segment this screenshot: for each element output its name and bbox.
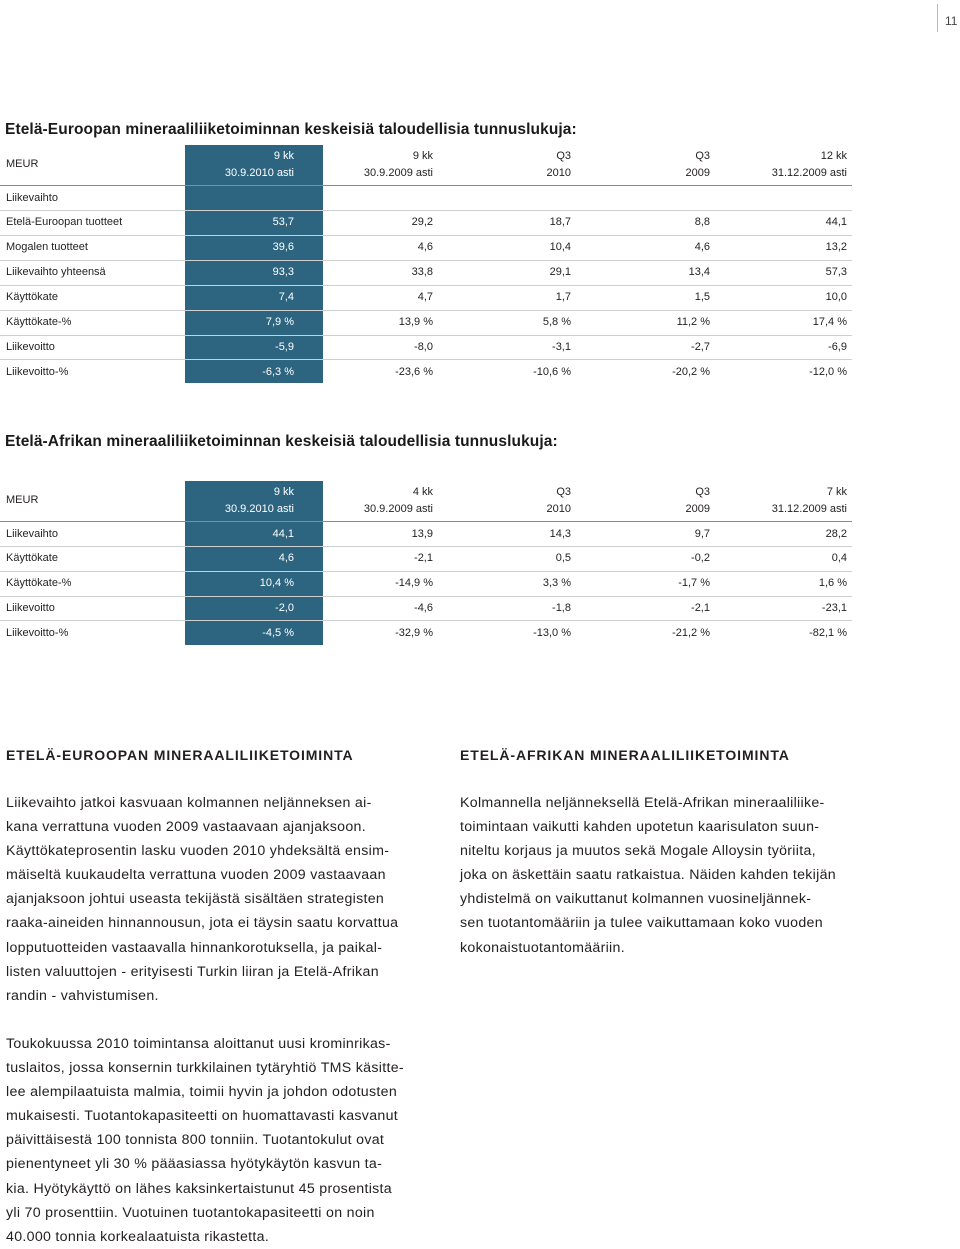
text-line: yhdistelmä on vaikuttanut kolmannen vuosineljännek-: [460, 891, 812, 908]
table2-cell: 1,6 %: [818, 577, 847, 589]
table2-cell: -0,2: [691, 552, 710, 564]
table1-cell: 1,7: [555, 291, 571, 303]
table2-header-4-line1: Q3: [695, 486, 710, 498]
table1-unit: MEUR: [6, 158, 39, 170]
table1-row-divider: [0, 335, 852, 336]
table2-cell: -2,0: [275, 602, 294, 614]
table2-header-2-line1: 4 kk: [412, 486, 433, 498]
table2-cell: 28,2: [825, 528, 847, 540]
table2-cell: 0,5: [555, 552, 571, 564]
table2-cell: 10,4 %: [259, 577, 294, 589]
text-line: Liikevaihto jatkoi kasvuaan kolmannen neljänneksen ai-: [6, 795, 372, 811]
table1-cell: 5,8 %: [542, 316, 571, 328]
table1-cell: 7,4: [278, 291, 294, 303]
text-line: lee alempilaatuista malmia, toimii hyvin ja johdon odotusten: [6, 1084, 398, 1101]
table1-cell: 1,5: [694, 291, 710, 303]
table1-row-divider: [0, 285, 852, 286]
table2-cell: -2,1: [414, 552, 433, 564]
table2-row-label: Käyttökate: [6, 552, 58, 564]
table2-cell: 3,3 %: [542, 577, 571, 589]
text-line: Toukokuussa 2010 toimintansa aloittanut uusi krominrikas-: [6, 1036, 391, 1052]
table2-cell: -2,1: [691, 602, 710, 614]
table2-cell: -32,9 %: [395, 627, 433, 639]
table1-cell: 10,0: [825, 291, 847, 303]
text-line: kokonaistuotantomääriin.: [460, 939, 625, 956]
table1-row-divider: [0, 359, 852, 360]
table1-cell: 18,7: [549, 216, 571, 228]
table1-row-divider: [0, 260, 852, 261]
text-line: 40.000 tonnia korkealaatuista rikastetta.: [6, 1228, 270, 1245]
table1-cell: -23,6 %: [395, 366, 433, 378]
table1-row-label: Mogalen tuotteet: [6, 241, 88, 253]
text-line: yli 70 prosenttiin. Vuotuinen tuotantokapasiteetti on noin: [6, 1204, 375, 1221]
table1-cell: -5,9: [275, 341, 294, 353]
table1-row-divider: [0, 235, 852, 236]
table1-header-3-line1: Q3: [556, 150, 571, 162]
table2-cell: -13,0 %: [533, 627, 571, 639]
table2-row-label: Liikevoitto: [6, 602, 55, 614]
table1-cell: -2,7: [691, 341, 710, 353]
table1-cell: -6,3 %: [262, 366, 294, 378]
table2-header-2-line2: 30.9.2009 asti: [363, 503, 433, 515]
table2-row-divider: [0, 571, 852, 572]
table1-header-4-line2: 2009: [685, 167, 710, 179]
table1-row-label: Liikevaihto: [6, 192, 58, 204]
table1-cell: -12,0 %: [809, 366, 847, 378]
table1-cell: -10,6 %: [533, 366, 571, 378]
table1-cell: 4,6: [417, 241, 433, 253]
table1-header-1-line1: 9 kk: [273, 150, 294, 162]
table2-cell: -82,1 %: [809, 627, 847, 639]
table1-header-4-line1: Q3: [695, 150, 710, 162]
table1-cell: 29,1: [549, 266, 571, 278]
table2-header-4-line2: 2009: [685, 503, 710, 515]
table2-header-1-line1: 9 kk: [273, 486, 294, 498]
table2-cell: 9,7: [694, 528, 710, 540]
table2-cell: -1,8: [552, 602, 571, 614]
text-line: lopputuotteiden vastaavalla hinnankorotuksella, ja paikal-: [6, 939, 383, 956]
table2-cell: -4,6: [414, 602, 433, 614]
table1-cell: 53,7: [272, 216, 294, 228]
text-line: tuslaitos, jossa konsernin turkkilainen tytäryhtiö TMS käsitte-: [6, 1060, 404, 1077]
text-line: kana verrattuna vuoden 2009 vastaavaan ajanjaksoon.: [6, 819, 366, 836]
table1-row-divider: [0, 310, 852, 311]
table1-header-2-line2: 30.9.2009 asti: [363, 167, 433, 179]
table1-cell: 17,4 %: [812, 316, 847, 328]
table1-cell: 8,8: [694, 216, 710, 228]
table2-cell: 44,1: [272, 528, 294, 540]
table2-cell: 0,4: [831, 552, 847, 564]
text-line: joka on äskettäin saatu ratkaistua. Näiden kahden tekijän: [460, 867, 836, 884]
page-number: 11: [937, 4, 960, 32]
table1-header-3-line2: 2010: [546, 167, 571, 179]
table1-cell: 4,7: [417, 291, 433, 303]
text-line: kia. Hyötykäyttö on lähes kaksinkertaistunut 45 prosentista: [6, 1180, 392, 1197]
left-column-text: [6, 791, 398, 1008]
table1-cell: 13,4: [688, 266, 710, 278]
right-column-heading: ETELÄ-AFRIKAN MINERAALILIIKETOIMINTA: [460, 747, 790, 763]
table1-header-2-line1: 9 kk: [412, 150, 433, 162]
text-line: pienentyneet yli 30 % pääasiassa hyötykäytön kasvun ta-: [6, 1156, 383, 1173]
table2-title: Etelä-Afrikan mineraaliliiketoiminnan keskeisiä taloudellisia tunnuslukuja:: [5, 433, 558, 450]
table1-header-5-line2: 31.12.2009 asti: [771, 167, 847, 179]
table2-header-1-line2: 30.9.2010 asti: [224, 503, 294, 515]
table2-row-label: Käyttökate-%: [6, 577, 72, 589]
table1-cell: 33,8: [411, 266, 433, 278]
table1-cell: 57,3: [825, 266, 847, 278]
table1-row-label: Liikevoitto-%: [6, 366, 69, 378]
table2-row-label: Liikevoitto-%: [6, 627, 69, 639]
left-column-heading: ETELÄ-EUROOPAN MINERAALILIIKETOIMINTA: [6, 747, 354, 763]
table2-header-3-line1: Q3: [556, 486, 571, 498]
table1-cell: -8,0: [414, 341, 433, 353]
table1-cell: -20,2 %: [672, 366, 710, 378]
text-line: sen tuotantomääriin ja tulee vaikuttamaan koko vuoden: [460, 915, 823, 932]
table2-unit: MEUR: [6, 494, 39, 506]
table2-header-3-line2: 2010: [546, 503, 571, 515]
table1-cell: -6,9: [828, 341, 847, 353]
table1-header-1-line2: 30.9.2010 asti: [224, 167, 294, 179]
text-line: Käyttökateprosentin lasku vuoden 2010 yhdeksältä ensim-: [6, 843, 390, 860]
table1-header-5-line1: 12 kk: [820, 150, 847, 162]
table2-header-5-line1: 7 kk: [826, 486, 847, 498]
table1-cell: 93,3: [272, 266, 294, 278]
table1-cell: 44,1: [825, 216, 847, 228]
table1-cell: 13,2: [825, 241, 847, 253]
text-line: päivittäisestä 100 tonnista 800 tonniin. Tuotantokulut ovat: [6, 1132, 385, 1149]
table2-row-divider: [0, 620, 852, 621]
table1-cell: 7,9 %: [265, 316, 294, 328]
table2-cell: -14,9 %: [395, 577, 433, 589]
text-line: niteltu korjaus ja muutos sekä Mogale Alloysin työriita,: [460, 843, 816, 860]
bottom-paragraph: [6, 1032, 404, 1249]
table2-row-label: Liikevaihto: [6, 528, 58, 540]
table1-row-label: Käyttökate-%: [6, 316, 72, 328]
table1-cell: 4,6: [694, 241, 710, 253]
text-line: raaka-aineiden hinnannousun, jota ei täysin saatu korvattua: [6, 915, 399, 932]
text-line: ajanjaksoon johtui useasta tekijästä sisältäen strategisten: [6, 891, 385, 908]
table2-row-divider: [0, 546, 852, 547]
table1-cell: -3,1: [552, 341, 571, 353]
table2-cell: -21,2 %: [672, 627, 710, 639]
table1-cell: 10,4: [549, 241, 571, 253]
table1-row-divider: [0, 210, 852, 211]
text-line: Kolmannella neljänneksellä Etelä-Afrikan mineraaliliike-: [460, 795, 825, 811]
table1-cell: 11,2 %: [676, 316, 710, 328]
table2-row-divider: [0, 596, 852, 597]
table1-row-label: Liikevoitto: [6, 341, 55, 353]
table1-title: Etelä-Euroopan mineraaliliiketoiminnan keskeisiä taloudellisia tunnuslukuja:: [5, 121, 577, 138]
text-line: randin - vahvistumisen.: [6, 987, 159, 1004]
table1-cell: 29,2: [411, 216, 433, 228]
table2-cell: -1,7 %: [678, 577, 710, 589]
text-line: toimintaan vaikutti kahden upotetun kaarisulaton suun-: [460, 819, 820, 836]
text-line: mukaisesti. Tuotantokapasiteetti on huomattavasti kasvanut: [6, 1108, 399, 1125]
text-line: listen valuuttojen - erityisesti Turkin liiran ja Etelä-Afrikan: [6, 963, 379, 980]
text-line: mäiseltä kuukaudelta verrattuna vuoden 2009 vastaavaan: [6, 867, 386, 884]
table1-row-label: Etelä-Euroopan tuotteet: [6, 216, 123, 228]
table2-cell: 4,6: [278, 552, 294, 564]
table2-cell: 13,9: [411, 528, 433, 540]
table1-cell: 13,9 %: [398, 316, 433, 328]
table1-row-label: Käyttökate: [6, 291, 58, 303]
table2-cell: -23,1: [821, 602, 847, 614]
table2-cell: 14,3: [549, 528, 571, 540]
table1-row-label: Liikevaihto yhteensä: [6, 266, 106, 278]
table2-cell: -4,5 %: [262, 627, 294, 639]
table1-header-divider: [0, 185, 852, 186]
table2-header-5-line2: 31.12.2009 asti: [771, 503, 847, 515]
table2-header-divider: [0, 521, 852, 522]
table1-cell: 39,6: [272, 241, 294, 253]
right-column-text: [460, 791, 836, 960]
